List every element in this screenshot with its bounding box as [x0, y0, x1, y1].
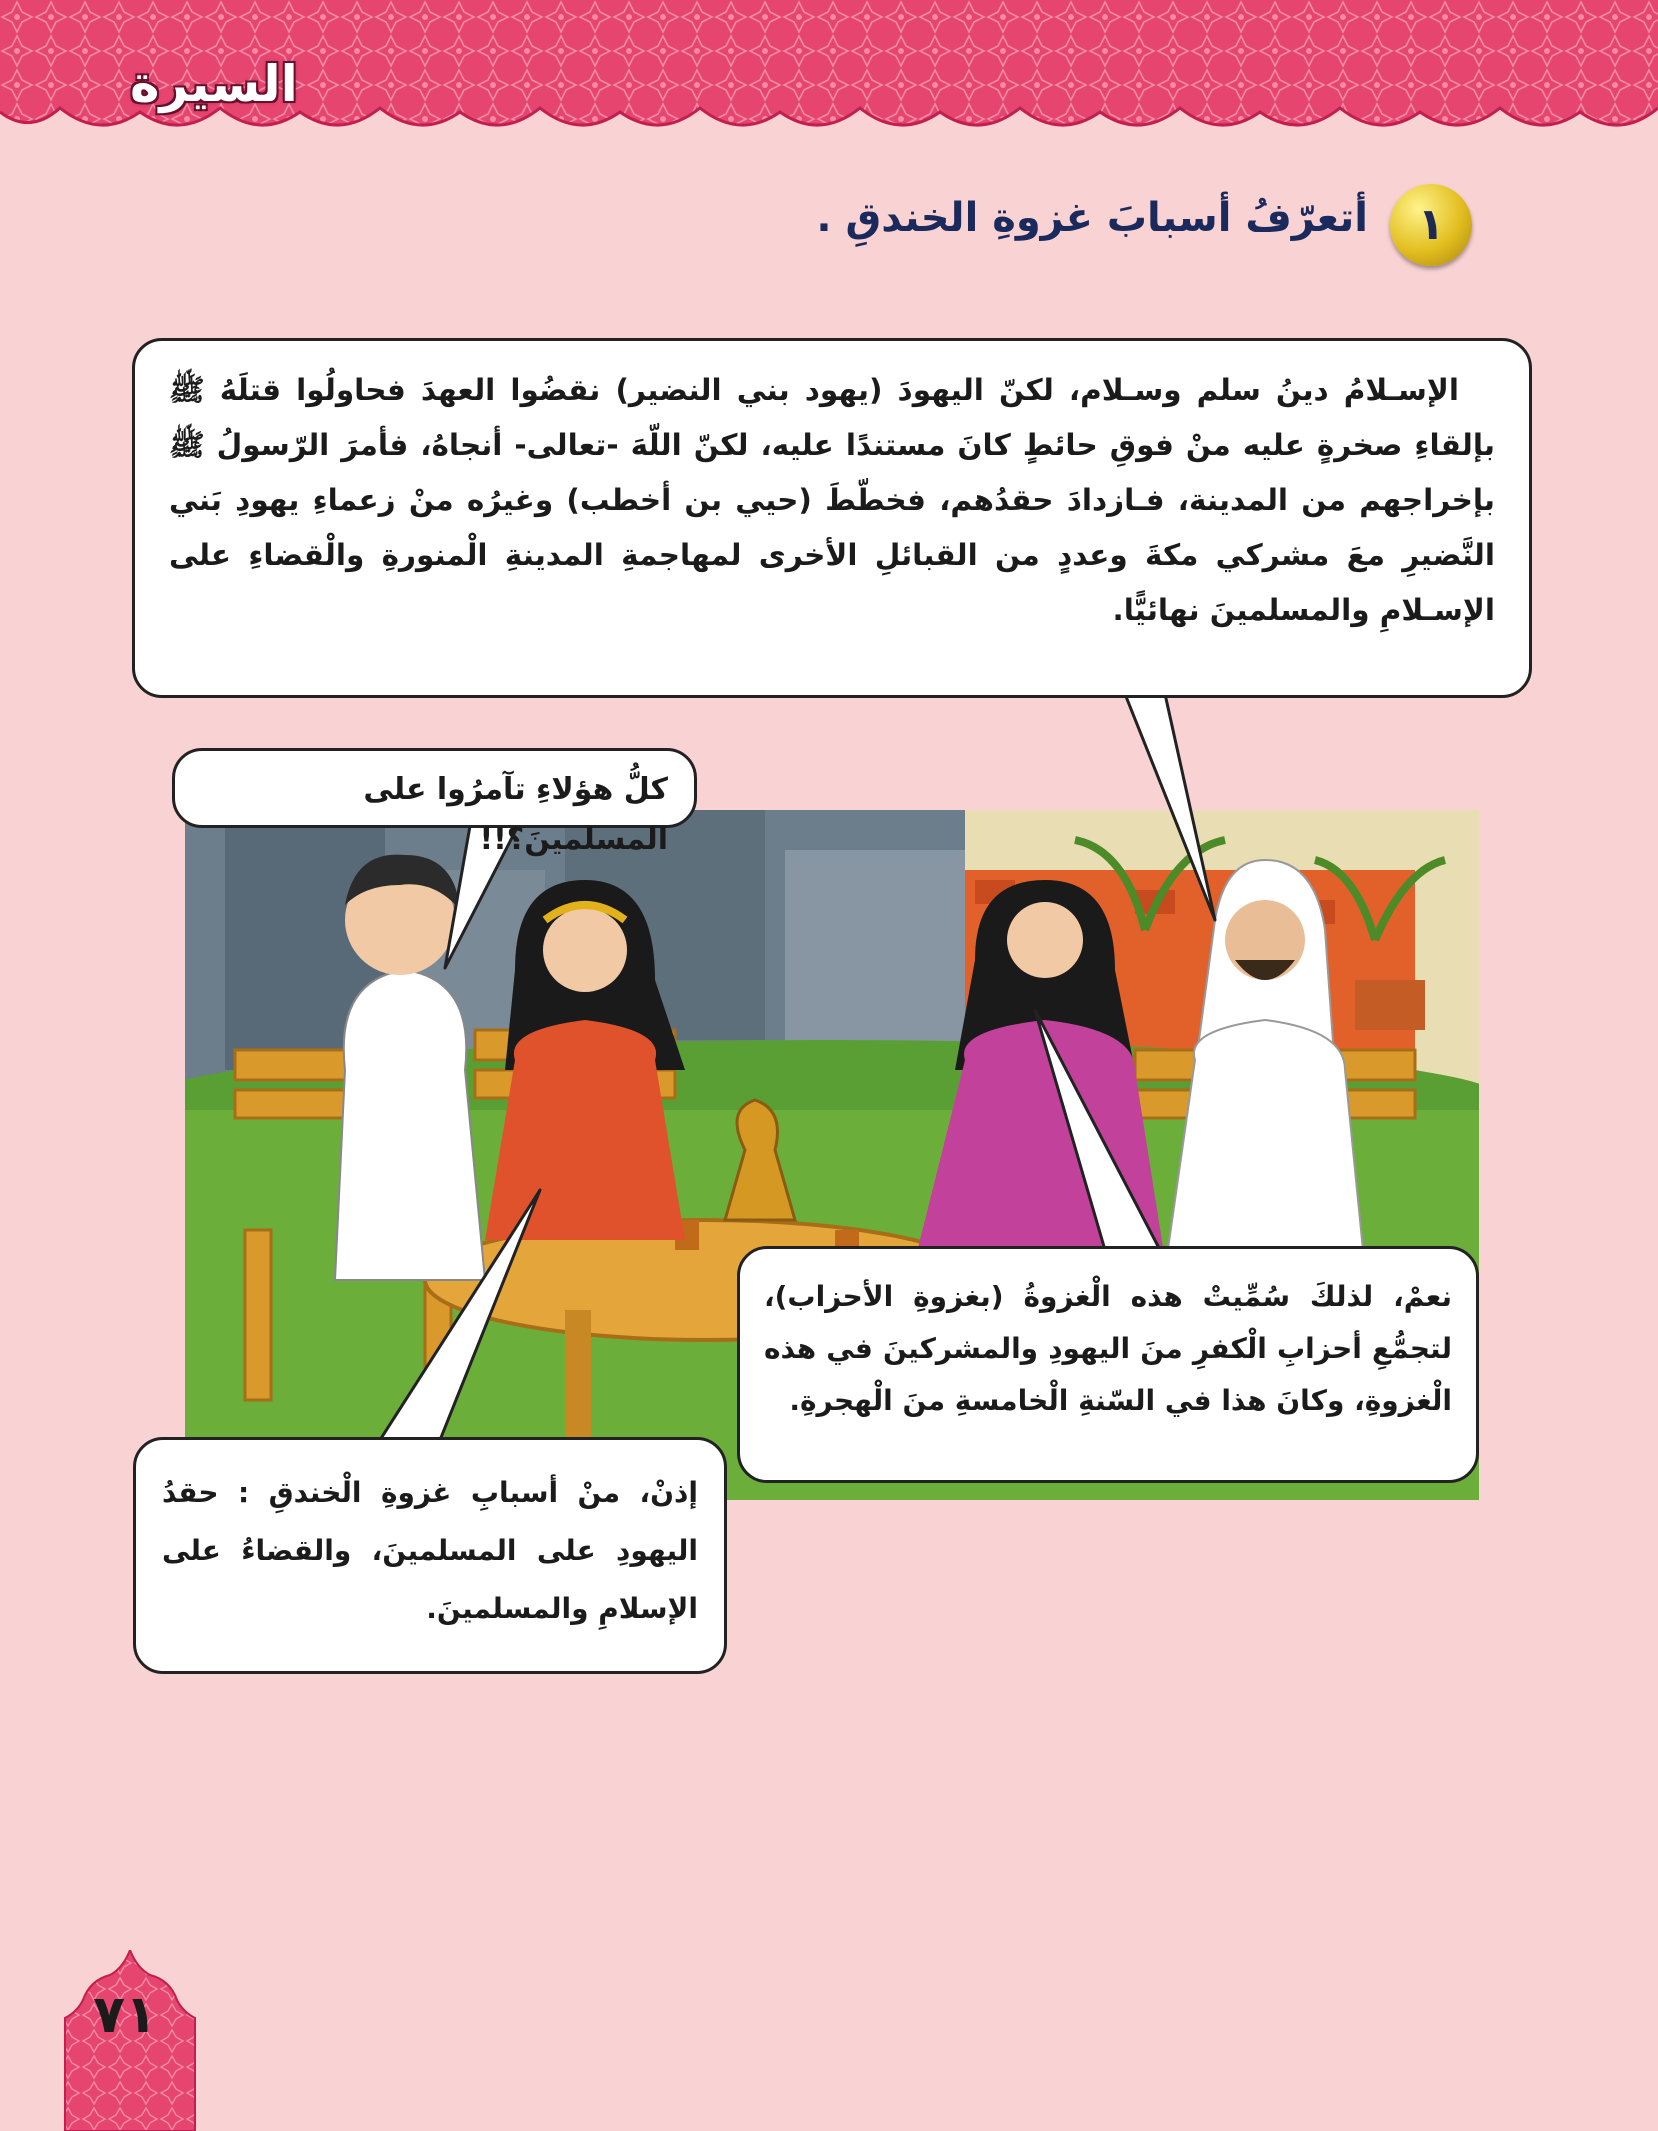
boy-question-text: كلُّ هؤلاءِ تآمرُوا على المسلمينَ؟!!: [363, 772, 668, 857]
narrator-text: الإسـلامُ دينُ سلم وسـلام، لكنّ اليهودَ (يهود بني النضير) نقضُوا العهدَ فحاولُوا قتلَهُ ﷺ بإلقاءِ صخرةٍ عليه منْ فوقِ حائطٍ كانَ مستندًا عليه، لكنّ اللّهَ -تعالى- أنجاهُ، فأمرَ الرّسولُ ﷺ بإخراجهم من المدينة، فـازدادَ حقدُهم، فخطّطَ (حيي بن أخطب) وغيرُه منْ زعماءِ يهودِ بَني النَّضيرِ معَ مشركي مكةَ وعددٍ من القبائلِ الأخرى لمهاجمةِ المدينةِ الْمنورةِ والْقضاءِ على الإسـلامِ والمسلمينَ نهائيًّا.: [169, 373, 1495, 627]
girl-speech-bubble: [133, 1437, 727, 1674]
mother-answer-text: نعمْ، لذلكَ سُمِّيتْ هذه الْغزوةُ (بغزوةِ الأحزاب)، لتجمُّعِ أحزابِ الْكفرِ منَ اليهودِ والمشركينَ في هذه الْغزوةِ، وكانَ هذا في السّنةِ الْخامسةِ منَ الْهجرةِ.: [764, 1280, 1452, 1417]
narrator-speech-bubble: [132, 338, 1532, 698]
mother-speech-bubble: [737, 1246, 1479, 1483]
girl-conclusion-text: إذنْ، منْ أسبابِ غزوةِ الْخندقِ : حقدُ اليهودِ على المسلمينَ، والقضاءُ على الإسلامِ والمسلمينَ.: [162, 1476, 698, 1625]
boy-speech-bubble: [172, 748, 697, 857]
lesson-number: ١: [1417, 199, 1445, 250]
page-number: ٧١: [93, 1985, 157, 2045]
lesson-title: أتعرّفُ أسبابَ غزوةِ الخندقِ .: [816, 195, 1368, 241]
section-title: السيرة: [130, 55, 298, 113]
